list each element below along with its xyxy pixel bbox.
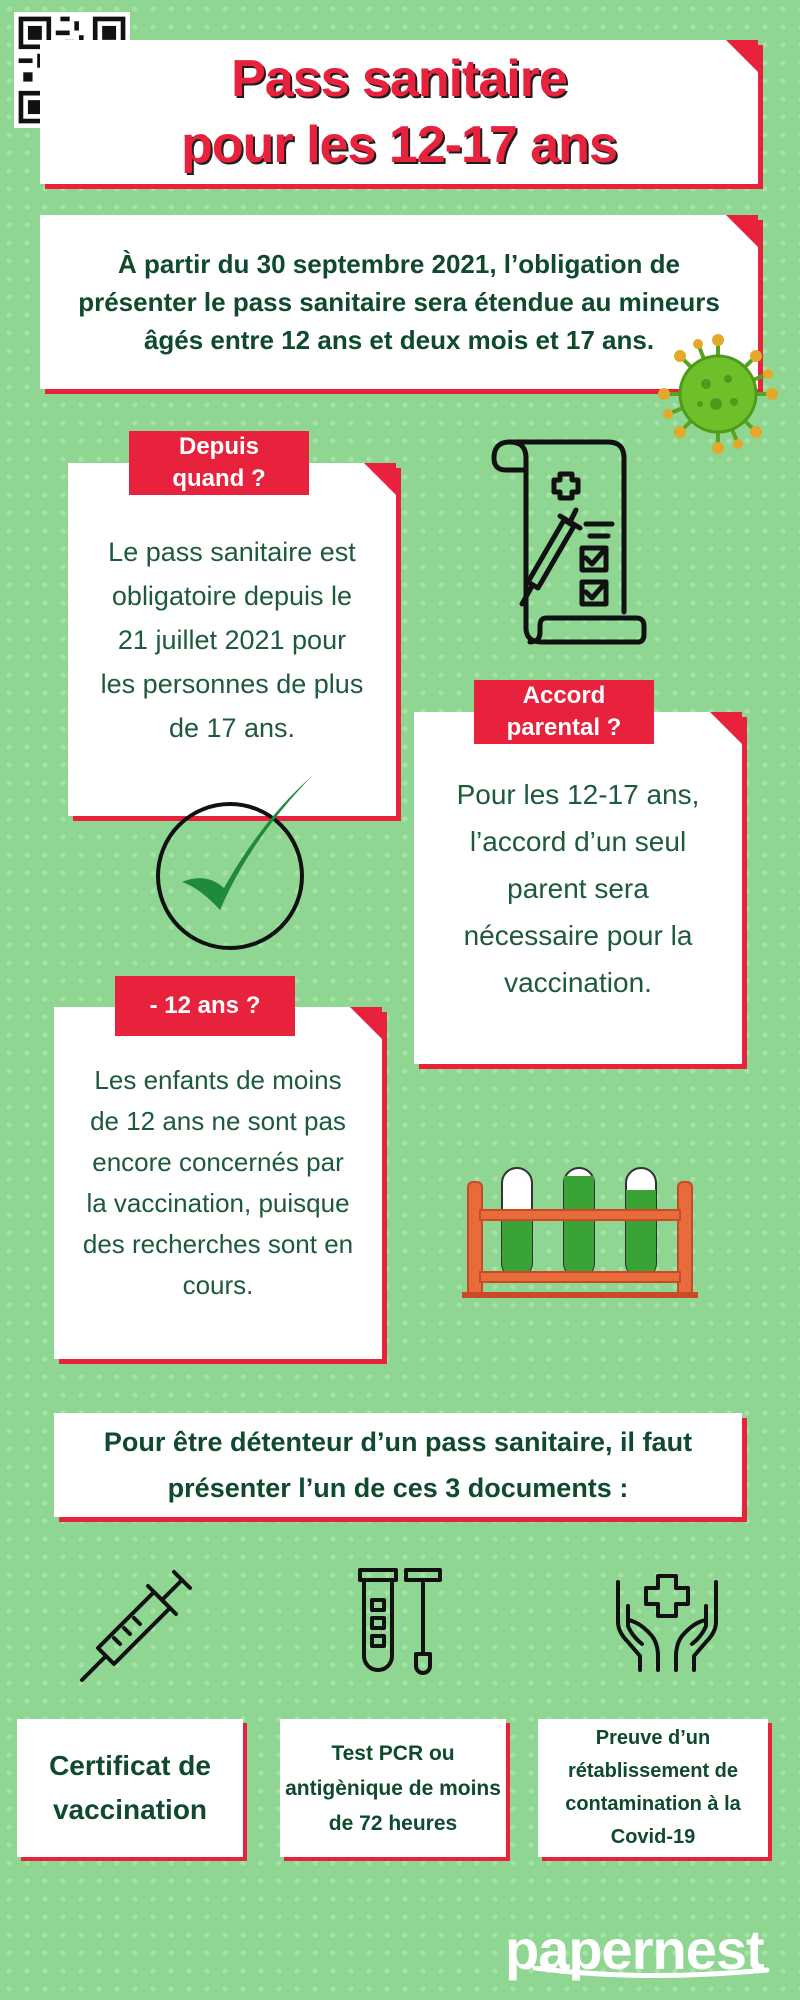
document-recovery-proof (538, 1719, 768, 1857)
intro-text: À partir du 30 septembre 2021, l’obligation de présenter le pass sanitaire sera étendue au mineurs âgés entre 12 ans et deux mois et 17 ans. (78, 249, 720, 355)
document-label: Preuve d’un rétablissement de contamination à la Covid-19 (565, 1727, 741, 1848)
card-fold-corner (710, 712, 742, 744)
card-fold-corner (726, 215, 758, 247)
title-card (40, 40, 758, 184)
depuis-quand-card (68, 463, 396, 816)
logo-smile-icon (505, 1966, 775, 1980)
moins-12-ans-tag (115, 976, 295, 1036)
depuis-tag-line-1: Depuis (178, 433, 259, 460)
virus-icon (658, 334, 778, 454)
accord-tag-line-2: parental ? (506, 714, 622, 741)
moins-12-ans-text: Les enfants de moins de 12 ans ne sont pas encore concernés par la vaccination, puisque des recherches sont en cours. (82, 1065, 354, 1300)
accord-parental-text: Pour les 12-17 ans, l’accord d’un seul parent sera nécessaire pour la vaccination. (456, 778, 700, 998)
depuis-quand-text: Le pass sanitaire est obligatoire depuis le 21 juillet 2021 pour les personnes de plus de 17 ans. (100, 536, 364, 743)
documents-intro-card (54, 1413, 742, 1517)
accord-tag-line-1: Accord (522, 682, 606, 709)
moins-12-ans-card (54, 1007, 382, 1359)
card-fold-corner (350, 1007, 382, 1039)
document-pcr-test (280, 1719, 506, 1857)
brand-name: papernest (505, 1918, 764, 1981)
card-fold-corner (364, 463, 396, 495)
accord-parental-tag (474, 680, 654, 744)
document-vaccination-certificate (17, 1719, 243, 1857)
intro-card (40, 215, 758, 389)
page-title-line-1: Pass sanitaire (231, 50, 567, 108)
depuis-quand-tag (129, 431, 309, 495)
documents-intro-text: Pour être détenteur d’un pass sanitaire, il faut présenter l’un de ces 3 documents : (103, 1427, 693, 1503)
document-label: Test PCR ou antigènique de moins de 72 heures (285, 1741, 501, 1835)
depuis-tag-line-2: quand ? (172, 465, 266, 492)
caring-hands-icon (612, 1570, 722, 1674)
test-tube-icon (356, 1566, 446, 1676)
accord-parental-card (414, 712, 742, 1064)
prescription-scroll-icon (488, 436, 648, 652)
moins-12-tag-text: - 12 ans ? (149, 992, 261, 1019)
test-tubes-rack-icon (462, 1160, 698, 1298)
papernest-logo (505, 1920, 775, 1980)
page-title-line-2: pour les 12-17 ans (181, 116, 617, 174)
syringe-icon (78, 1564, 198, 1684)
document-label: Certificat de vaccination (49, 1750, 211, 1825)
card-fold-corner (726, 40, 758, 72)
checkmark-icon (150, 770, 320, 950)
